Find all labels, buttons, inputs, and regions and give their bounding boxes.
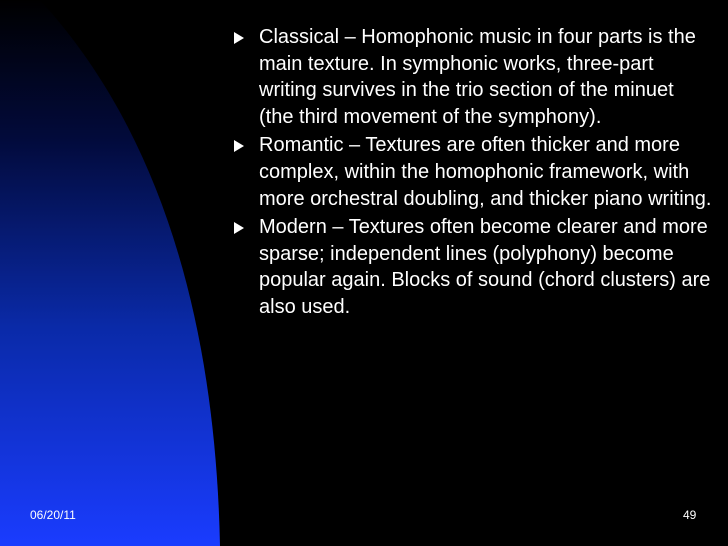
footer-date: 06/20/11	[30, 508, 76, 522]
bullet-triangle-icon	[234, 32, 244, 44]
bullet-list	[232, 24, 712, 321]
bullet-text: Modern – Textures often become clearer and more sparse; independent lines (polyphony) become popular again. Blocks of sound (chord clusters) are also used.	[259, 216, 711, 318]
bullet-item-modern	[232, 214, 712, 320]
footer-page-number: 49	[683, 508, 697, 522]
bullet-item-romantic	[232, 132, 712, 212]
bullet-triangle-icon	[234, 222, 244, 234]
bullet-item-classical	[232, 24, 712, 130]
slide-content	[232, 24, 712, 323]
bullet-text: Classical – Homophonic music in four parts is the main texture. In symphonic works, three-part writing survives in the trio section of the minuet (the third movement of the symphony).	[259, 26, 696, 128]
bullet-text: Romantic – Textures are often thicker and more complex, within the homophonic framework, with more orchestral doubling, and thicker piano writing.	[259, 134, 712, 210]
bullet-triangle-icon	[234, 140, 244, 152]
